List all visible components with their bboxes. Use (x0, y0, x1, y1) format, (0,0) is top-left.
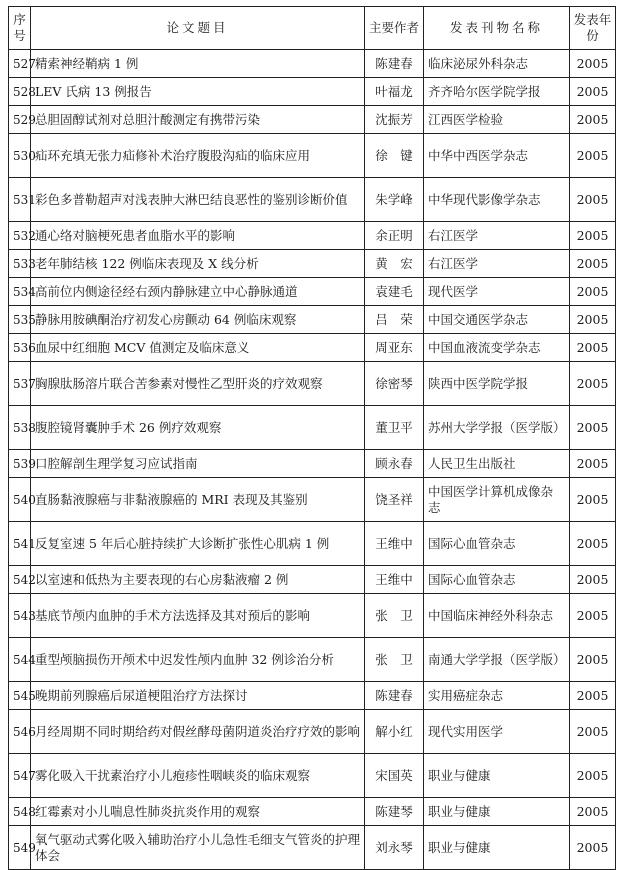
row-year: 2005 (570, 682, 616, 710)
row-author: 徐密琴 (365, 362, 424, 406)
row-author: 沈振芳 (365, 106, 424, 134)
row-no: 542 (9, 566, 31, 594)
table-row (9, 798, 616, 826)
row-title: 静脉用胺碘酮治疗初发心房颤动 64 例临床观察 (31, 306, 365, 334)
row-no: 534 (9, 278, 31, 306)
row-no: 530 (9, 134, 31, 178)
row-journal: 中国临床神经外科杂志 (424, 594, 570, 638)
table-row (9, 334, 616, 362)
table-row (9, 278, 616, 306)
row-year: 2005 (570, 250, 616, 278)
row-journal: 现代医学 (424, 278, 570, 306)
row-journal: 现代实用医学 (424, 710, 570, 754)
row-title: 胸腺肽肠溶片联合苦参素对慢性乙型肝炎的疗效观察 (31, 362, 365, 406)
table-row (9, 478, 616, 522)
table-row (9, 406, 616, 450)
table-header (9, 7, 616, 50)
header-author: 主要作者 (365, 7, 424, 50)
header-year: 发表年份 (570, 7, 616, 50)
row-author: 张 卫 (365, 594, 424, 638)
row-title: 疝环充填无张力疝修补术治疗腹股沟疝的临床应用 (31, 134, 365, 178)
row-year: 2005 (570, 638, 616, 682)
row-journal: 国际心血管杂志 (424, 522, 570, 566)
table-row (9, 566, 616, 594)
table-row (9, 250, 616, 278)
row-year: 2005 (570, 406, 616, 450)
row-journal: 右江医学 (424, 250, 570, 278)
row-title: 氧气驱动式雾化吸入辅助治疗小儿急性毛细支气管炎的护理体会 (31, 826, 365, 870)
row-no: 532 (9, 222, 31, 250)
row-journal: 中华中西医学杂志 (424, 134, 570, 178)
row-journal: 中国医学计算机成像杂志 (424, 478, 570, 522)
row-no: 545 (9, 682, 31, 710)
row-year: 2005 (570, 334, 616, 362)
table-row (9, 594, 616, 638)
row-no: 537 (9, 362, 31, 406)
header-title: 论文题目 (31, 7, 365, 50)
row-author: 黄 宏 (365, 250, 424, 278)
row-author: 周亚东 (365, 334, 424, 362)
row-year: 2005 (570, 798, 616, 826)
table-row (9, 78, 616, 106)
row-no: 528 (9, 78, 31, 106)
row-year: 2005 (570, 278, 616, 306)
row-no: 541 (9, 522, 31, 566)
row-year: 2005 (570, 78, 616, 106)
row-year: 2005 (570, 106, 616, 134)
row-title: LEV 氏病 13 例报告 (31, 78, 365, 106)
row-year: 2005 (570, 522, 616, 566)
row-author: 吕 荣 (365, 306, 424, 334)
row-no: 536 (9, 334, 31, 362)
table-row (9, 178, 616, 222)
row-author: 陈建春 (365, 50, 424, 78)
row-title: 重型颅脑损伤开颅术中迟发性颅内血肿 32 例诊治分析 (31, 638, 365, 682)
row-year: 2005 (570, 478, 616, 522)
row-journal: 江西医学检验 (424, 106, 570, 134)
row-journal: 中国血液流变学杂志 (424, 334, 570, 362)
row-author: 陈建春 (365, 682, 424, 710)
row-journal: 南通大学学报（医学版） (424, 638, 570, 682)
row-title: 彩色多普勒超声对浅表肿大淋巴结良恶性的鉴别诊断价值 (31, 178, 365, 222)
row-author: 张 卫 (365, 638, 424, 682)
table-row (9, 754, 616, 798)
row-journal: 职业与健康 (424, 798, 570, 826)
row-year: 2005 (570, 826, 616, 870)
table-row (9, 638, 616, 682)
row-year: 2005 (570, 134, 616, 178)
row-year: 2005 (570, 50, 616, 78)
row-title: 通心络对脑梗死患者血脂水平的影响 (31, 222, 365, 250)
table-row (9, 222, 616, 250)
row-author: 袁建毛 (365, 278, 424, 306)
row-no: 547 (9, 754, 31, 798)
row-author: 徐 键 (365, 134, 424, 178)
table-row (9, 106, 616, 134)
row-title: 月经周期不同时期给药对假丝酵母菌阴道炎治疗疗效的影响 (31, 710, 365, 754)
row-title: 口腔解剖生理学复习应试指南 (31, 450, 365, 478)
row-title: 总胆固醇试剂对总胆汁酸测定有携带污染 (31, 106, 365, 134)
row-author: 宋国英 (365, 754, 424, 798)
row-no: 540 (9, 478, 31, 522)
row-year: 2005 (570, 710, 616, 754)
row-year: 2005 (570, 450, 616, 478)
table-row (9, 682, 616, 710)
row-year: 2005 (570, 754, 616, 798)
row-no: 538 (9, 406, 31, 450)
row-no: 527 (9, 50, 31, 78)
row-title: 腹腔镜肾囊肿手术 26 例疗效观察 (31, 406, 365, 450)
row-author: 叶福龙 (365, 78, 424, 106)
table-row (9, 50, 616, 78)
row-title: 血尿中红细胞 MCV 值测定及临床意义 (31, 334, 365, 362)
row-author: 余正明 (365, 222, 424, 250)
row-year: 2005 (570, 594, 616, 638)
row-author: 解小红 (365, 710, 424, 754)
row-no: 549 (9, 826, 31, 870)
row-no: 548 (9, 798, 31, 826)
row-title: 直肠黏液腺癌与非黏液腺癌的 MRI 表现及其鉴别 (31, 478, 365, 522)
row-author: 顾永春 (365, 450, 424, 478)
table-row (9, 450, 616, 478)
papers-table (8, 6, 616, 870)
row-no: 546 (9, 710, 31, 754)
row-year: 2005 (570, 222, 616, 250)
row-journal: 职业与健康 (424, 826, 570, 870)
row-title: 高前位内侧途径经右颈内静脉建立中心静脉通道 (31, 278, 365, 306)
table-row (9, 710, 616, 754)
row-journal: 苏州大学学报（医学版） (424, 406, 570, 450)
row-journal: 临床泌尿外科杂志 (424, 50, 570, 78)
row-author: 陈建琴 (365, 798, 424, 826)
row-journal: 国际心血管杂志 (424, 566, 570, 594)
row-journal: 职业与健康 (424, 754, 570, 798)
table-row (9, 522, 616, 566)
row-no: 533 (9, 250, 31, 278)
row-no: 539 (9, 450, 31, 478)
row-title: 以室速和低热为主要表现的右心房黏液瘤 2 例 (31, 566, 365, 594)
row-no: 544 (9, 638, 31, 682)
row-no: 529 (9, 106, 31, 134)
row-title: 老年肺结核 122 例临床表现及 X 线分析 (31, 250, 365, 278)
row-author: 朱学峰 (365, 178, 424, 222)
row-journal: 中国交通医学杂志 (424, 306, 570, 334)
table-row (9, 362, 616, 406)
row-year: 2005 (570, 566, 616, 594)
header-journal: 发表刊物名称 (424, 7, 570, 50)
row-journal: 陕西中医学院学报 (424, 362, 570, 406)
row-year: 2005 (570, 362, 616, 406)
row-no: 535 (9, 306, 31, 334)
row-year: 2005 (570, 306, 616, 334)
table-row (9, 306, 616, 334)
row-journal: 实用癌症杂志 (424, 682, 570, 710)
row-no: 543 (9, 594, 31, 638)
header-no: 序号 (9, 7, 31, 50)
row-author: 王维中 (365, 522, 424, 566)
row-title: 红霉素对小儿喘息性肺炎抗炎作用的观察 (31, 798, 365, 826)
row-author: 饶圣祥 (365, 478, 424, 522)
row-no: 531 (9, 178, 31, 222)
row-title: 反复室速 5 年后心脏持续扩大诊断扩张性心肌病 1 例 (31, 522, 365, 566)
row-journal: 齐齐哈尔医学院学报 (424, 78, 570, 106)
row-author: 董卫平 (365, 406, 424, 450)
row-journal: 人民卫生出版社 (424, 450, 570, 478)
row-title: 基底节颅内血肿的手术方法选择及其对预后的影响 (31, 594, 365, 638)
row-title: 晚期前列腺癌后尿道梗阻治疗方法探讨 (31, 682, 365, 710)
row-year: 2005 (570, 178, 616, 222)
row-author: 王维中 (365, 566, 424, 594)
row-journal: 中华现代影像学杂志 (424, 178, 570, 222)
row-journal: 右江医学 (424, 222, 570, 250)
table-body (9, 50, 616, 870)
row-title: 精索神经鞘病 1 例 (31, 50, 365, 78)
row-author: 刘永琴 (365, 826, 424, 870)
row-title: 雾化吸入干扰素治疗小儿疱疹性咽峡炎的临床观察 (31, 754, 365, 798)
table-row (9, 134, 616, 178)
table-row (9, 826, 616, 870)
